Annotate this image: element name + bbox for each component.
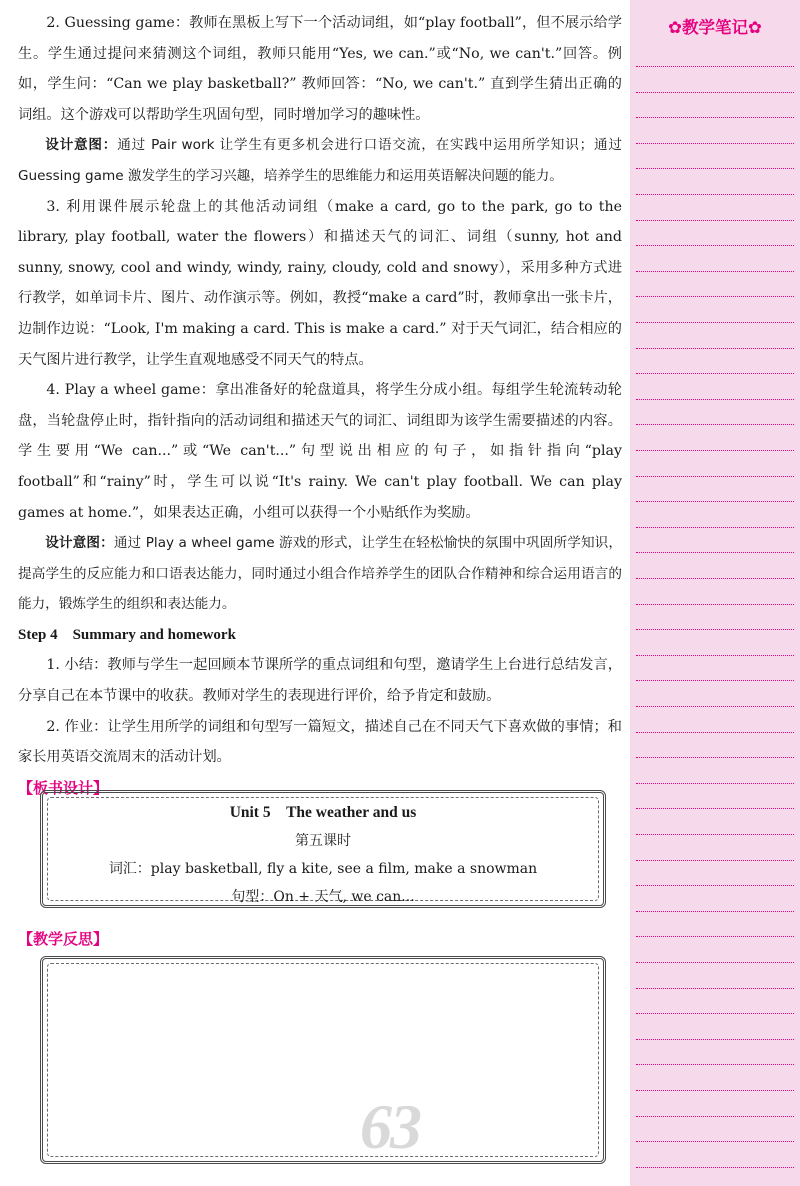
paragraph-summary: 1. 小结：教师与学生一起回顾本节课所学的重点词组和句型，邀请学生上台进行总结发言，分享自己在本节课中的收获。教师对学生的表现进行评价，给予肯定和鼓励。 (18, 657, 622, 705)
note-line (636, 399, 794, 400)
note-line (636, 732, 794, 733)
notes-title: ✿教学笔记✿ (668, 18, 762, 37)
note-line (636, 604, 794, 605)
design-intent-label: 设计意图： (45, 137, 118, 154)
note-line (636, 834, 794, 835)
paragraph-guessing-game: 2. Guessing game：教师在黑板上写下一个活动词组，如“play football”，但不展示给学生。学生通过提问来猜测这个词组，教师只能用“Yes, we can.”或“No, we can't.”回答。例如，学生问：“Can we play basketball?” 教师回答：“No, we can't.” 直到学生猜出正确的词组。这个游戏可以帮助学生巩固句型，同时增加学习的趣味性。 (18, 15, 622, 123)
step-heading: Step 4 Summary and homework (18, 626, 236, 643)
reflection-box[interactable] (40, 956, 606, 1164)
note-line (636, 373, 794, 374)
note-line (636, 1141, 794, 1142)
note-line (636, 988, 794, 989)
note-line (636, 527, 794, 528)
design-intent-label: 设计意图： (45, 535, 114, 552)
paragraph-homework: 2. 作业：让学生用所学的词组和句型写一篇短文，描述自己在不同天气下喜欢做的事情；和家长用英语交流周末的活动计划。 (18, 718, 622, 766)
note-line (636, 1116, 794, 1117)
page-number: 63 (360, 1091, 420, 1162)
notes-sidebar (630, 0, 800, 1186)
design-intent-text: 通过 Play a wheel game 游戏的形式，让学生在轻松愉快的氛围中巩固所学知识，提高学生的反应能力和口语表达能力，同时通过小组合作培养学生的团队合作精神和综合运用语言的能力，锻炼学生的组织和表达能力。 (18, 535, 622, 613)
note-line (636, 1167, 794, 1168)
board-title: Unit 5 The weather and us (229, 804, 417, 821)
board-pattern: 句型：On + 天气, we can... (231, 889, 415, 905)
note-line (636, 220, 794, 221)
note-line (636, 885, 794, 886)
note-line (636, 194, 794, 195)
note-line (636, 245, 794, 246)
note-line (636, 706, 794, 707)
note-line (636, 348, 794, 349)
board-lesson: 第五课时 (295, 833, 351, 849)
design-intent-1 (18, 130, 622, 191)
note-line (636, 450, 794, 451)
note-line (636, 757, 794, 758)
note-line (636, 271, 794, 272)
note-line (636, 143, 794, 144)
note-line (636, 936, 794, 937)
note-line (636, 501, 794, 502)
note-line (636, 322, 794, 323)
design-intent-text: 通过 Pair work 让学生有更多机会进行口语交流，在实践中运用所学知识；通过 Guessing game 激发学生的学习兴趣，培养学生的思维能力和运用英语解决问题的能力。 (18, 137, 623, 184)
board-design-heading: 【板书设计】 (18, 778, 109, 797)
paragraph-courseware: 3. 利用课件展示轮盘上的其他活动词组（make a card, go to the park, go to the library, play football, water the flowers）和描述天气的词汇、词组（sunny, hot and sunny, snowy, cool and windy, windy, rainy, cloudy, cold and snowy），采用多种方式进行教学，如单词卡片、图片、动作演示等。例如，教授“make a card”时，教师拿出一张卡片，边制作边说：“Look, I'm making a card. This is make a card.” 对于天气词汇，结合相应的天气图片进行教学，让学生直观地感受不同天气的特点。 (18, 198, 622, 368)
note-line (636, 629, 794, 630)
note-line (636, 1090, 794, 1091)
note-line (636, 66, 794, 67)
note-line (636, 911, 794, 912)
note-line (636, 296, 794, 297)
board-vocab: 词汇：play basketball, fly a kite, see a film, make a snowman (108, 861, 538, 877)
note-line (636, 92, 794, 93)
note-line (636, 424, 794, 425)
note-line (636, 578, 794, 579)
lesson-content (18, 8, 622, 803)
note-line (636, 1013, 794, 1014)
note-line (636, 860, 794, 861)
note-line (636, 808, 794, 809)
note-line (636, 168, 794, 169)
note-line (636, 1064, 794, 1065)
note-line (636, 962, 794, 963)
note-line (636, 783, 794, 784)
board-design-box (40, 790, 606, 908)
note-line (636, 552, 794, 553)
note-line (636, 680, 794, 681)
note-line (636, 1039, 794, 1040)
note-line (636, 476, 794, 477)
note-line (636, 655, 794, 656)
design-intent-2 (18, 528, 622, 620)
reflection-heading: 【教学反思】 (18, 930, 109, 948)
paragraph-wheel-game: 4. Play a wheel game：拿出准备好的轮盘道具，将学生分成小组。每组学生轮流转动轮盘，当轮盘停止时，指针指向的活动词组和描述天气的词汇、词组即为该学生需要描述的内容。学生要用“We can...”或“We can't...”句型说出相应的句子，如指针指向“play football”和“rainy”时，学生可以说“It's rainy. We can't play football. We can play games at home.”，如果表达正确，小组可以获得一个小贴纸作为奖励。 (18, 382, 622, 521)
note-line (636, 117, 794, 118)
